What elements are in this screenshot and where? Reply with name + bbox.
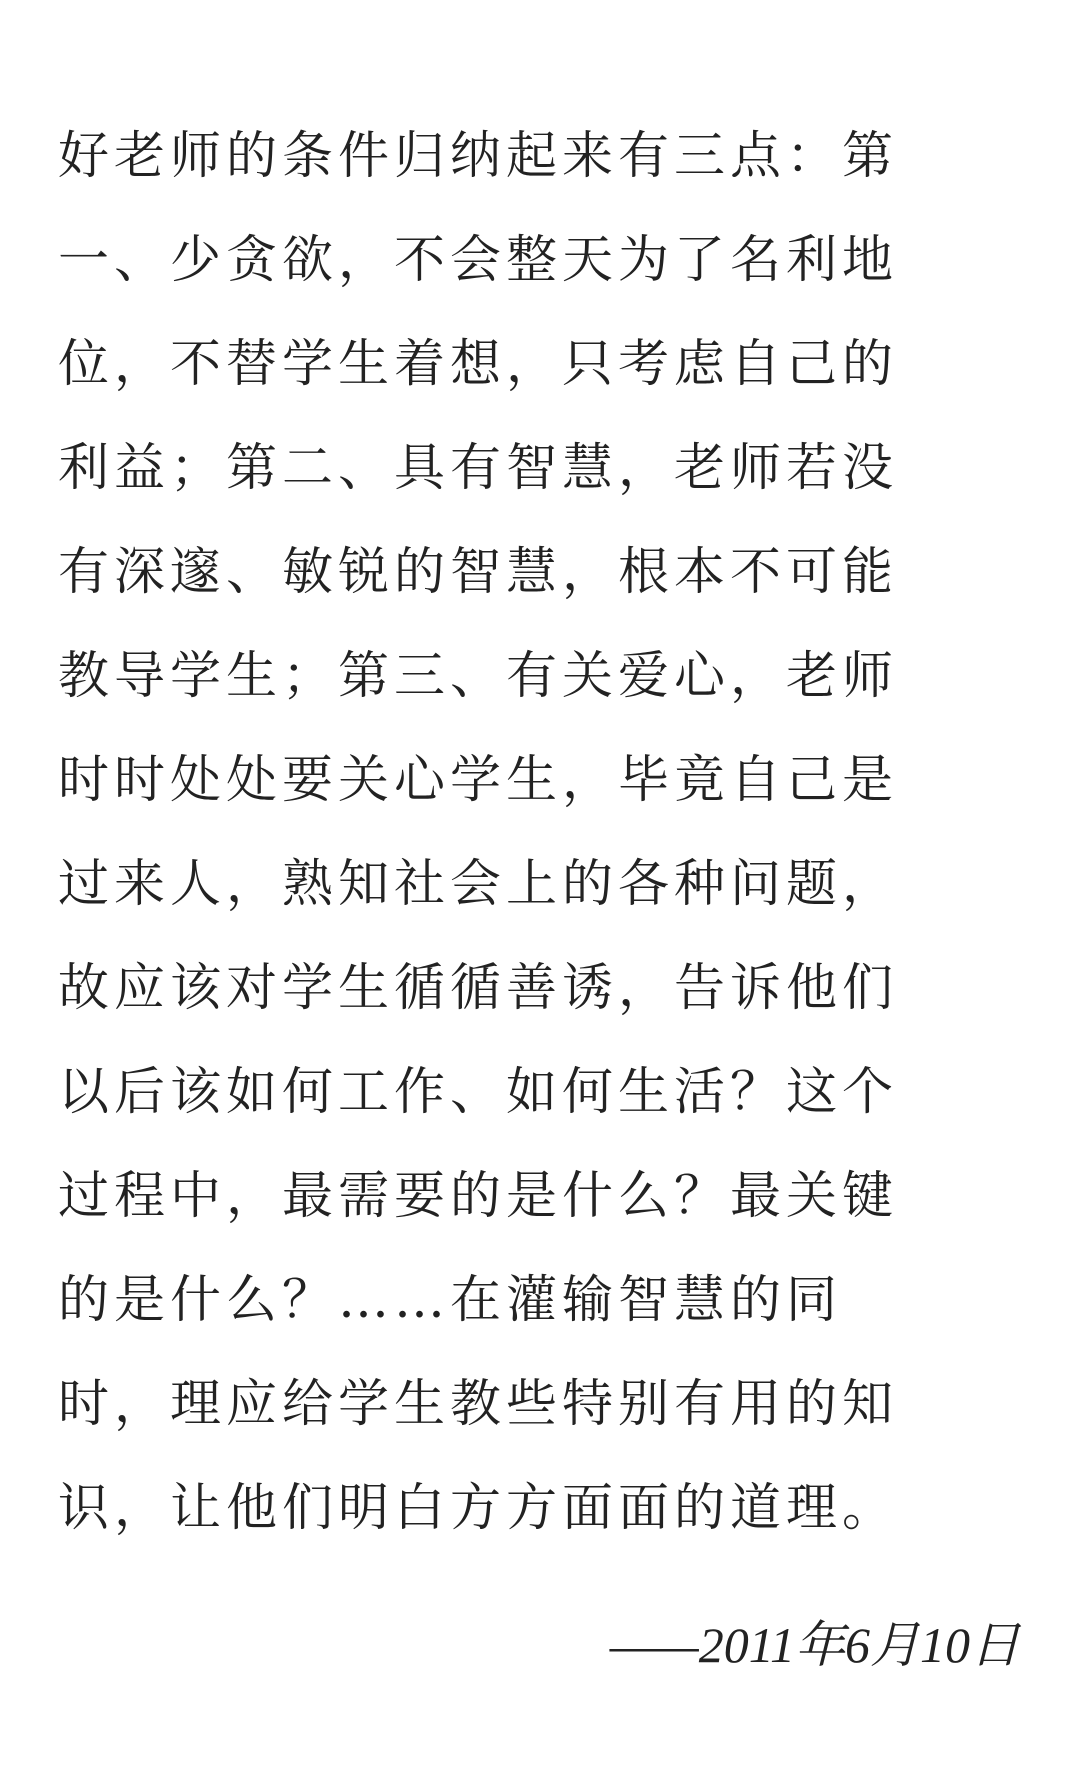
text-line-5: 有深邃、敏锐的智慧，根本不可能 xyxy=(58,543,899,602)
text-line-6: 教导学生；第三、有关爱心，老师 xyxy=(58,647,899,706)
text-line-9: 故应该对学生循循善诱，告诉他们 xyxy=(58,959,899,1018)
text-line-2: 一、少贪欲，不会整天为了名利地 xyxy=(58,231,899,290)
text-line-7: 时时处处要关心学生，毕竟自己是 xyxy=(58,751,899,810)
text-line-11: 过程中，最需要的是什么？最关键 xyxy=(58,1167,899,1226)
text-line-14: 识，让他们明白方方面面的道理。 xyxy=(58,1479,899,1538)
text-line-3: 位，不替学生着想，只考虑自己的 xyxy=(58,335,899,394)
text-line-13: 时，理应给学生教些特别有用的知 xyxy=(58,1375,899,1434)
body-text xyxy=(58,105,1038,1561)
date-signature: ——2011年6月10日 xyxy=(609,1617,1020,1673)
text-line-12: 的是什么？……在灌输智慧的同 xyxy=(58,1271,843,1330)
text-line-8: 过来人，熟知社会上的各种问题， xyxy=(58,855,899,914)
text-line-10: 以后该如何工作、如何生活？这个 xyxy=(58,1063,899,1122)
text-line-4: 利益；第二、具有智慧，老师若没 xyxy=(58,439,899,498)
text-line-1: 好老师的条件归纳起来有三点：第 xyxy=(58,127,899,186)
